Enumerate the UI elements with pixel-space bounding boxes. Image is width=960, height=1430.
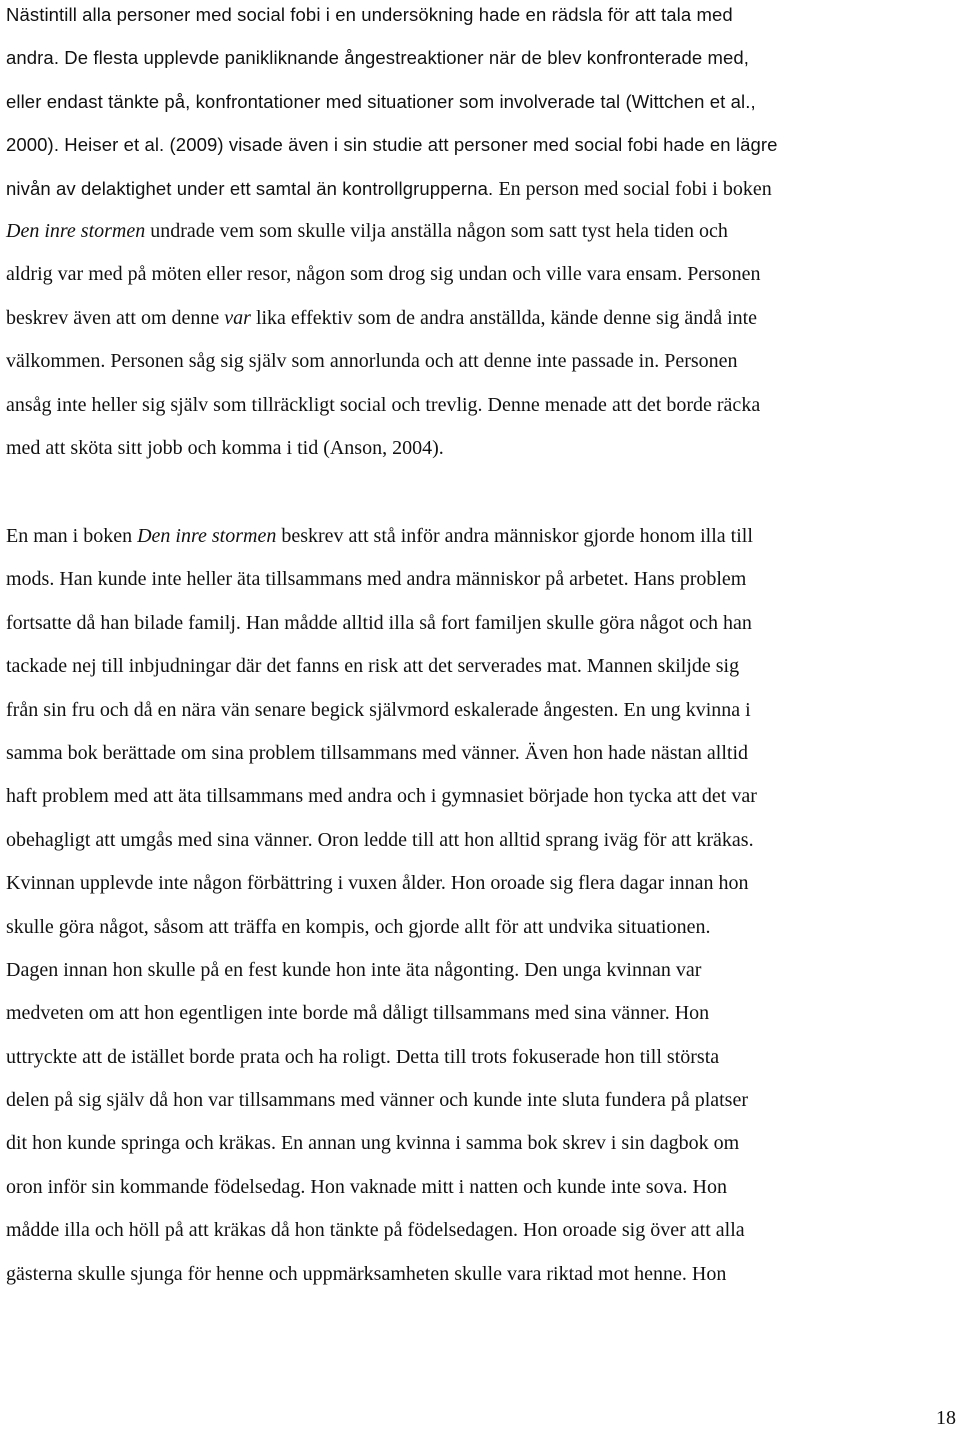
text-line — [6, 558, 956, 601]
text-segment: med att sköta sitt jobb och komma i tid (Anson, 2004). — [6, 436, 444, 459]
text-line — [6, 949, 956, 992]
text-segment: obehagligt att umgås med sina vänner. Oron ledde till att hon alltid sprang iväg för att kräkas. — [6, 828, 754, 851]
text-segment: ansåg inte heller sig själv som tillräckligt social och trevlig. Denne menade att det borde räcka — [6, 393, 761, 416]
text-segment: samma bok berättade om sina problem tillsammans med vänner. Även hon hade nästan alltid — [6, 741, 749, 764]
text-segment: beskrev även att om denne — [6, 306, 225, 329]
text-segment: Dagen innan hon skulle på en fest kunde hon inte äta någonting. Den unga kvinnan var — [6, 958, 702, 981]
text-line — [6, 340, 956, 383]
text-segment: haft problem med att äta tillsammans med andra och i gymnasiet började hon tycka att det var — [6, 785, 757, 808]
text-line — [6, 1122, 956, 1165]
text-segment: gästerna skulle sjunga för henne och uppmärksamheten skulle vara riktad mot henne. Hon — [6, 1262, 727, 1285]
text-segment: aldrig var med på möten eller resor, någon som drog sig undan och ville vara ensam. Personen — [6, 263, 761, 286]
text-line — [6, 80, 956, 123]
text-segment: andra. De flesta upplevde panikliknande ångestreaktioner när de blev konfronterade med, — [6, 47, 750, 69]
text-line — [6, 253, 956, 296]
italic-text: var — [224, 306, 251, 329]
text-segment: 2000). Heiser et al. (2009) visade även i sin studie att personer med social fobi hade en lägre — [6, 134, 778, 156]
text-line — [6, 36, 956, 79]
text-line — [6, 0, 956, 36]
text-segment: uttryckte att de istället borde prata och ha roligt. Detta till trots fokuserade hon till största — [6, 1045, 720, 1068]
paragraph-social-phobia-speech — [6, 0, 956, 470]
text-segment: undrade vem som skulle vilja anställa någon som satt tyst hela tiden och — [145, 219, 728, 242]
text-segment: skulle göra något, såsom att träffa en kompis, och gjorde allt för att undvika situationen. — [6, 915, 711, 938]
text-segment: mådde illa och höll på att kräkas då hon tänkte på födelsedagen. Hon oroade sig över att alla — [6, 1219, 745, 1242]
text-line — [6, 992, 956, 1035]
text-line — [6, 1253, 956, 1296]
text-segment: beskrev att stå inför andra människor gjorde honom illa till — [276, 525, 753, 547]
text-segment: En man i boken — [6, 525, 138, 547]
text-line — [6, 210, 956, 253]
text-segment: Nästintill alla personer med social fobi i en undersökning hade en rädsla för att tala med — [6, 4, 733, 25]
page-number: 18 — [936, 1407, 956, 1429]
text-line — [6, 297, 956, 340]
text-line — [6, 1209, 956, 1252]
text-segment: fortsatte då han bilade familj. Han mådde alltid illa så fort familjen skulle göra något och han — [6, 611, 752, 634]
text-line — [6, 1079, 956, 1122]
text-segment: mods. Han kunde inte heller äta tillsammans med andra människor på arbetet. Hans problem — [6, 568, 747, 591]
text-line — [6, 645, 956, 688]
italic-text: Den inre stormen — [6, 219, 146, 242]
text-segment: delen på sig själv då hon var tillsammans med vänner och kunde inte sluta fundera på platser — [6, 1089, 749, 1112]
text-line — [6, 906, 956, 949]
text-line — [6, 689, 956, 732]
text-line — [6, 427, 956, 470]
text-segment: Kvinnan upplevde inte någon förbättring i vuxen ålder. Hon oroade sig flera dagar innan hon — [6, 872, 749, 895]
text-line — [6, 819, 956, 862]
text-line — [6, 1036, 956, 1079]
text-line — [6, 862, 956, 905]
text-segment: välkommen. Personen såg sig själv som annorlunda och att denne inte passade in. Personen — [6, 350, 738, 373]
text-line — [6, 1166, 956, 1209]
text-segment: medveten om att hon egentligen inte borde må dåligt tillsammans med sina vänner. Hon — [6, 1002, 710, 1025]
italic-text: Den inre stormen — [137, 525, 277, 547]
text-segment: lika effektiv som de andra anställda, kände denne sig ändå inte — [250, 306, 758, 329]
paragraph-book-examples — [6, 515, 956, 1296]
text-line — [6, 384, 956, 427]
text-segment: tackade nej till inbjudningar där det fanns en risk att det serverades mat. Mannen skiljde sig — [6, 655, 740, 678]
text-segment: nivån av delaktighet under ett samtal än kontrollgrupperna. — [6, 177, 499, 199]
text-segment: dit hon kunde springa och kräkas. En annan ung kvinna i samma bok skrev i sin dagbok om — [6, 1132, 740, 1155]
text-line — [6, 167, 956, 210]
text-segment: eller endast tänkte på, konfrontationer med situationer som involverade tal (Wittchen et al., — [6, 90, 756, 112]
text-segment: från sin fru och då en nära vän senare begick självmord eskalerade ångesten. En ung kvinna i — [6, 698, 751, 721]
text-line — [6, 732, 956, 775]
text-line — [6, 515, 956, 558]
text-line — [6, 775, 956, 818]
text-segment: oron inför sin kommande födelsedag. Hon vaknade mitt i natten och kunde inte sova. Hon — [6, 1175, 727, 1198]
text-line — [6, 123, 956, 166]
text-segment: En person med social fobi i boken — [498, 177, 772, 200]
text-line — [6, 602, 956, 645]
